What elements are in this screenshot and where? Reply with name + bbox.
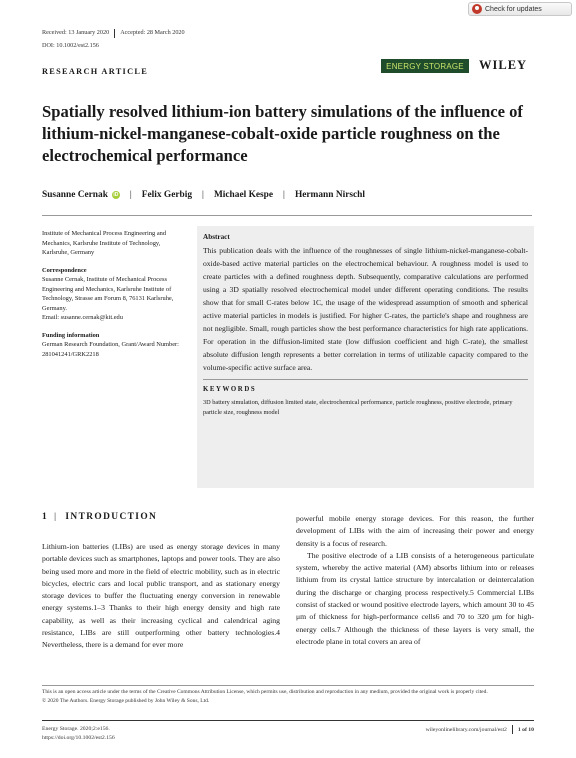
license-text: This is an open access article under the terms of the Creative Commons Attribution License, which permits use, distribution and reproduction in any medium, provided the original work is properly cited. — [42, 689, 488, 695]
author-divider — [42, 215, 532, 216]
keywords-heading: KEYWORDS — [203, 386, 257, 393]
author-separator: | — [283, 190, 285, 200]
section-separator: | — [54, 512, 58, 522]
correspondence-text: Susanne Cernak, Institute of Mechanical Process Engineering and Mechanics, Karlsruhe Institute of Technology, Strasse am Forum 8, 76131 Karlsruhe, Germany. — [42, 276, 174, 312]
journal-url[interactable]: wileyonlinelibrary.com/journal/est2 — [425, 726, 507, 733]
body-paragraph: Lithium-ion batteries (LIBs) are used as energy storage devices in many portable devices such as smartphones, laptops and power tools. They are also being used more and more in the field of electric mobility, such as in electric bicycles, electric cars and local public transport, and as stationary energy storage devices to buffer the fluctuating energy conversion in renewable energy systems.1–3 Thanks to their high energy density and high rate capability, as well as their increasing cyclical and calendrical aging resistance, LIBs are still outperforming other battery technologies.4 Nevertheless, there is a demand for ever more — [42, 542, 280, 650]
citation: Energy Storage. 2020;2:e156. — [42, 726, 110, 732]
received-date: Received: 13 January 2020 — [42, 29, 110, 36]
section-title: INTRODUCTION — [65, 512, 158, 522]
article-type: RESEARCH ARTICLE — [42, 67, 149, 76]
paper-title: Spatially resolved lithium-ion battery simulations of the influence of lithium-nickel-manganese-cobalt-oxide particle roughness on the electrochemical performance — [42, 102, 523, 165]
correspondence-email[interactable]: Email: susanne.cernak@kit.edu — [42, 314, 123, 321]
author-name[interactable]: Michael Kespe — [213, 190, 274, 200]
footer-rule — [42, 720, 534, 721]
author-name[interactable]: Felix Gerbig — [141, 190, 193, 200]
author-separator: | — [202, 190, 204, 200]
journal-badge: ENERGY STORAGE — [381, 59, 469, 73]
citation-block — [42, 725, 115, 743]
body-paragraph: powerful mobile energy storage devices. For this reason, the further development of LIBs with the aim of increasing their power and energy density is a focus of research. — [296, 514, 534, 548]
author-list — [42, 190, 365, 200]
publisher-logo: WILEY — [479, 58, 528, 72]
author-name[interactable]: Susanne Cernak — [42, 190, 108, 200]
article-info-sidebar — [42, 229, 187, 359]
date-divider — [114, 29, 115, 38]
author-name[interactable]: Hermann Nirschl — [294, 190, 365, 200]
doi-line: DOI: 10.1002/est2.156 — [42, 42, 99, 49]
accepted-date: Accepted: 28 March 2020 — [120, 29, 185, 36]
copyright-text: © 2020 The Authors. Energy Storage published by John Wiley & Sons, Ltd. — [42, 698, 210, 704]
page-number: 1 of 10 — [517, 726, 534, 733]
abstract-heading: Abstract — [203, 233, 230, 241]
crossmark-icon — [472, 4, 482, 14]
footer-separator — [512, 725, 513, 734]
check-for-updates-button[interactable] — [468, 2, 572, 16]
orcid-icon[interactable]: iD — [113, 192, 119, 198]
funding-heading: Funding information — [42, 331, 100, 339]
author-separator: | — [129, 190, 132, 200]
license-note — [42, 688, 534, 706]
body-column-right — [296, 513, 534, 648]
correspondence-heading: Correspondence — [42, 266, 87, 274]
affiliation: Institute of Mechanical Process Engineering and Mechanics, Karlsruhe Institute of Technology, Karlsruhe, Germany — [42, 230, 167, 256]
keywords-divider — [203, 379, 528, 380]
abstract-text: This publication deals with the influence of the roughnesses of single lithium-nickel-manganese-cobalt-oxide-based active material particles on the electrochemical behaviour. A roughness model is used to create particles with a defined roughness depth. Subsequently, comparative calculations are performed using a 3D spatially resolved electrochemical model under different operating conditions. The results show that for small C-rates below 1C, the usage of the widespread assumption of smooth and spherical active material particles in models is justified. For higher C-rates, the particle's shape and roughness are not negligible. Small, rough particles show the best performance characteristics for high rate applications. For operation in the diffusion-limited state (low diffusion coefficient and high C-rate), the smallest absolute diffusion length represents a better correlation in terms of utilizable capacity compared to the volume-specific active surface area. — [203, 246, 528, 372]
funding-text: German Research Foundation, Grant/Award Number: 281041241/GRK2218 — [42, 341, 179, 358]
body-column-left — [42, 541, 280, 652]
keywords-text: 3D battery simulation, diffusion limited state, electrochemical performance, particle roughness, positive electrode, primary particle size, roughness model — [203, 399, 513, 416]
section-heading — [42, 512, 157, 522]
footer-right — [426, 725, 534, 734]
footer-divider — [42, 685, 534, 686]
check-updates-label: Check for updates — [485, 5, 542, 13]
doi-link[interactable]: https://doi.org/10.1002/est2.156 — [42, 735, 115, 741]
body-paragraph: The positive electrode of a LIB consists of a heterogeneous particulate system, whereby the active material (AM) absorbs lithium into or releases lithium from its crystal lattice structure by intercalation or deintercalation during the discharge or charging process respectively.5 Commercial LIBs consist of stacked or wound positive electrode layers, which amount 30 to 45 μm of thickness for high-performance cells6 and 70 to 320 μm for high-energy cells.7 Although the thickness of these layers is very small, the electrode plane in total covers an area of — [296, 550, 534, 646]
received-dates — [42, 29, 185, 38]
section-number: 1 — [42, 512, 49, 522]
abstract-box — [197, 226, 534, 488]
